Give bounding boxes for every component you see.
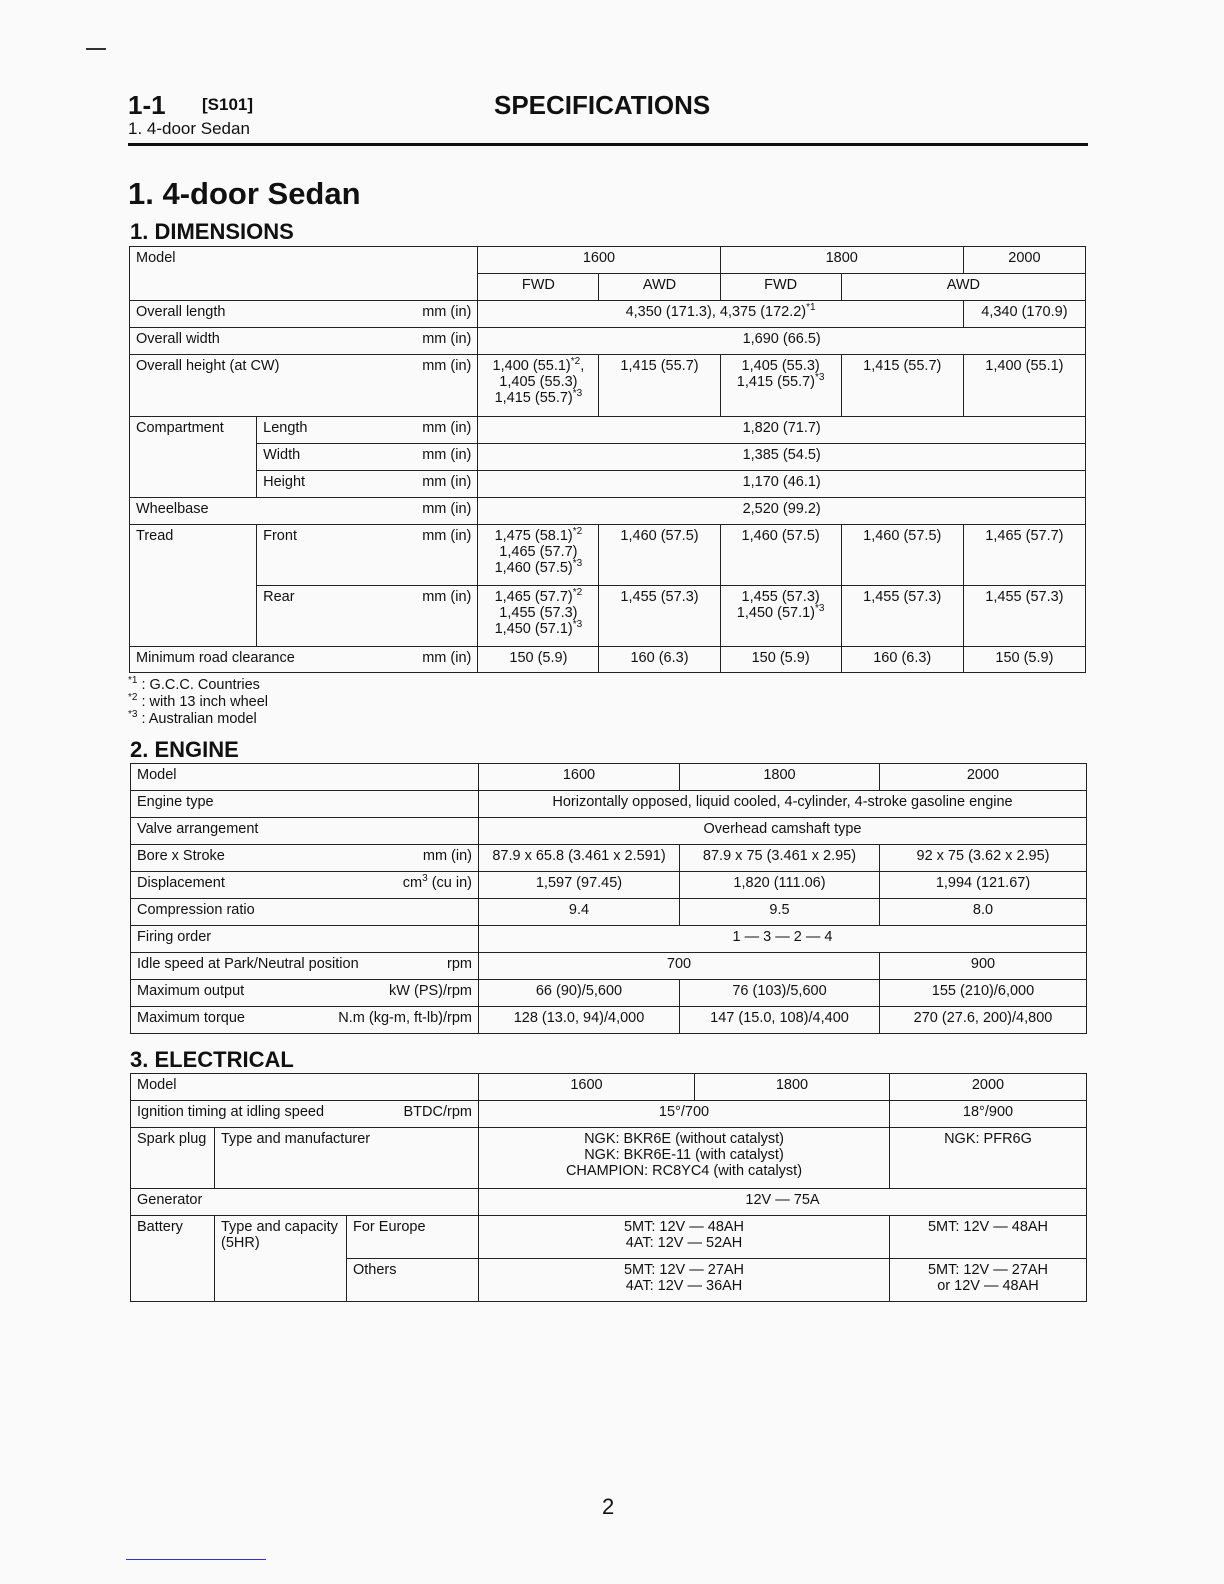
cell-line: 4AT: 12V — 52AH xyxy=(625,1235,743,1251)
model-2000: 2000 xyxy=(890,1074,1087,1101)
cell: 8.0 xyxy=(880,899,1087,926)
drive-awd: AWD xyxy=(599,274,720,301)
section-subtitle: 1. 4-door Sedan xyxy=(128,119,250,138)
cell: 900 xyxy=(880,953,1087,980)
table-row xyxy=(131,1216,1087,1259)
cell: 4,350 (171.3), 4,375 $(172.2)^{*1}$ xyxy=(478,301,963,328)
table-row xyxy=(131,818,1087,845)
unit: mm (in) xyxy=(422,331,472,347)
cell: 147 (15.0, 108)/4,400 xyxy=(680,1007,880,1034)
sub-label: Width xyxy=(263,447,301,463)
row-label: Battery xyxy=(131,1216,215,1302)
row-label: Displacement xyxy=(137,875,225,891)
model-2000: 2000 xyxy=(963,247,1085,274)
electrical-heading: 3. ELECTRICAL xyxy=(130,1047,294,1072)
cell: 9.5 xyxy=(680,899,880,926)
unit: mm (in) xyxy=(422,501,472,517)
unit: mm (in) xyxy=(422,420,472,436)
row-label: Idle speed at Park/Neutral position xyxy=(137,956,359,972)
row-label: Valve arrangement xyxy=(131,818,479,845)
cell: 66 (90)/5,600 xyxy=(479,980,680,1007)
table-row xyxy=(131,764,1087,791)
table-row xyxy=(131,872,1087,899)
cell: 150 (5.9) xyxy=(478,647,599,673)
cell: NGK: PFR6G xyxy=(890,1128,1087,1189)
cell: 12V — 75A xyxy=(479,1189,1087,1216)
row-label: Compartment xyxy=(130,417,257,498)
table-row xyxy=(131,845,1087,872)
cell-line: 1,415 $(55.7)^{*3}$ xyxy=(736,372,825,390)
dimensions-heading: 1. DIMENSIONS xyxy=(130,219,294,244)
unit: N.m (kg-m, ft-lb)/rpm xyxy=(338,1010,472,1026)
sub-label: For Europe xyxy=(347,1216,479,1259)
row-label: Ignition timing at idling speed xyxy=(137,1104,325,1120)
row-label: Compression ratio xyxy=(131,899,479,926)
unit: mm (in) xyxy=(422,474,472,490)
cell: Horizontally opposed, liquid cooled, 4-cylinder, 4-stroke gasoline engine xyxy=(479,791,1087,818)
cell-line: 1,405 (55.3) xyxy=(499,374,578,390)
unit: mm (in) xyxy=(422,447,472,463)
table-row xyxy=(131,899,1087,926)
row-label: Model xyxy=(131,1074,479,1101)
cell: 700 xyxy=(479,953,880,980)
cell: 1,385 (54.5) xyxy=(478,444,1086,471)
sub-label: Front xyxy=(263,528,297,544)
unit: mm (in) xyxy=(422,528,472,544)
model-1800: 1800 xyxy=(695,1074,890,1101)
table-row xyxy=(130,247,1086,274)
cell: 1,455 (57.3) xyxy=(963,586,1085,647)
table-row xyxy=(130,647,1086,673)
row-label: Model xyxy=(131,764,479,791)
cell: 1800 xyxy=(680,764,880,791)
cell: 2,520 (99.2) xyxy=(478,498,1086,525)
row-label: Overall height (at CW) xyxy=(136,358,280,374)
cell-line: 1,460 $(57.5)^{*3}$ xyxy=(494,558,583,576)
row-label: Bore x Stroke xyxy=(137,848,225,864)
cell: 5MT: 12V — 48AH xyxy=(890,1216,1087,1259)
cell-line: 1,450 $(57.1)^{*3}$ xyxy=(494,619,583,637)
cell-line: 1,465 (57.7) xyxy=(499,544,578,560)
page-title: 1. 4-door Sedan xyxy=(128,176,361,211)
model-1800: 1800 xyxy=(720,247,963,274)
row-label: Minimum road clearance xyxy=(136,650,295,666)
electrical-table xyxy=(130,1073,1087,1302)
corner-mark xyxy=(86,48,106,50)
table-row xyxy=(131,1074,1087,1101)
cell: 1,460 (57.5) xyxy=(841,525,963,586)
cell: 1,690 (66.5) xyxy=(478,328,1086,355)
cell: 1,460 (57.5) xyxy=(720,525,841,586)
cell-line: 1,405 (55.3) xyxy=(741,358,820,374)
cell: 76 (103)/5,600 xyxy=(680,980,880,1007)
unit: mm (in) xyxy=(422,358,472,374)
cell: 92 x 75 (3.62 x 2.95) xyxy=(880,845,1087,872)
unit: mm (in) xyxy=(422,848,472,864)
cell: 270 (27.6, 200)/4,800 xyxy=(880,1007,1087,1034)
cell: 128 (13.0, 94)/4,000 xyxy=(479,1007,680,1034)
cell: 1,465 (57.7) xyxy=(963,525,1085,586)
sub-label: Length xyxy=(263,420,308,436)
cell: 2000 xyxy=(880,764,1087,791)
page-number: 2 xyxy=(602,1494,615,1519)
row-label: Overall length xyxy=(136,304,226,320)
table-row xyxy=(130,525,1086,586)
table-row xyxy=(130,471,1086,498)
drive-fwd: FWD xyxy=(478,274,599,301)
table-row xyxy=(130,328,1086,355)
row-label: Tread xyxy=(130,525,257,647)
table-row xyxy=(130,417,1086,444)
section-number: 1-1 xyxy=(128,90,166,120)
cell: 1,415 (55.7) xyxy=(599,355,720,417)
unit: mm (in) xyxy=(422,650,472,666)
table-row xyxy=(130,355,1086,417)
cell: 4,340 (170.9) xyxy=(963,301,1085,328)
cell: 15°/700 xyxy=(479,1101,890,1128)
cell-line: 4AT: 12V — 36AH xyxy=(625,1278,743,1294)
footnote: $^{*2}$ : with 13 inch wheel xyxy=(128,692,269,710)
cell: 1,455 (57.3) xyxy=(841,586,963,647)
engine-table xyxy=(130,763,1087,1034)
cell-line: 5MT: 12V — 27AH xyxy=(927,1262,1049,1278)
table-row xyxy=(131,1007,1087,1034)
drive-awd: AWD xyxy=(841,274,1085,301)
dimensions-table xyxy=(129,246,1086,673)
cell: 18°/900 xyxy=(890,1101,1087,1128)
cell: 1,820 (111.06) xyxy=(680,872,880,899)
row-label: Firing order xyxy=(131,926,479,953)
cell: 1,455 (57.3) xyxy=(599,586,720,647)
sub-label: Type and capacity (5HR) xyxy=(215,1216,347,1302)
cell: Overhead camshaft type xyxy=(479,818,1087,845)
cell-line: 1,450 $(57.1)^{*3}$ xyxy=(736,603,825,621)
cell: 1,415 (55.7) xyxy=(841,355,963,417)
row-label: Overall width xyxy=(136,331,220,347)
row-label: Maximum output xyxy=(137,983,245,999)
sub-label: Rear xyxy=(263,589,295,605)
model-label: Model xyxy=(130,247,478,301)
cell: 1,170 (46.1) xyxy=(478,471,1086,498)
table-row xyxy=(130,498,1086,525)
unit: mm (in) xyxy=(422,304,472,320)
cell: 1600 xyxy=(479,764,680,791)
sub-label: Type and manufacturer xyxy=(215,1128,479,1189)
cell-line: 1,400 $(55.1)^{*2}$, xyxy=(492,356,585,374)
cell-line: 1,415 $(55.7)^{*3}$ xyxy=(494,388,583,406)
unit: kW (PS)/rpm xyxy=(389,983,472,999)
table-row xyxy=(130,586,1086,647)
sub-label: Others xyxy=(347,1259,479,1302)
table-row xyxy=(131,1101,1087,1128)
table-row xyxy=(131,980,1087,1007)
engine-heading: 2. ENGINE xyxy=(130,737,239,762)
cell-line: NGK: BKR6E-11 (with catalyst) xyxy=(584,1147,784,1163)
cell-line: or 12V — 48AH xyxy=(937,1278,1039,1294)
model-1600: 1600 xyxy=(478,247,720,274)
footnote: $^{*3}$ : Australian model xyxy=(128,709,257,727)
cell: 1,820 (71.7) xyxy=(478,417,1086,444)
row-label: Engine type xyxy=(131,791,479,818)
table-row xyxy=(131,953,1087,980)
table-row xyxy=(130,444,1086,471)
table-row xyxy=(130,301,1086,328)
cell: 9.4 xyxy=(479,899,680,926)
footnote: $^{*1}$ : G.C.C. Countries xyxy=(128,675,260,693)
cell-line: 1,465 $(57.7)^{*2}$ xyxy=(494,587,583,605)
cell: 160 (6.3) xyxy=(599,647,720,673)
unit: mm (in) xyxy=(422,589,472,605)
unit: rpm xyxy=(447,956,472,972)
cell: 155 (210)/6,000 xyxy=(880,980,1087,1007)
row-label: Spark plug xyxy=(131,1128,215,1189)
table-row xyxy=(131,791,1087,818)
cell: 1,994 (121.67) xyxy=(880,872,1087,899)
cell: 1,597 (97.45) xyxy=(479,872,680,899)
drive-fwd: FWD xyxy=(720,274,841,301)
table-row xyxy=(131,1189,1087,1216)
cell: 160 (6.3) xyxy=(841,647,963,673)
cell: 150 (5.9) xyxy=(963,647,1085,673)
cell-line: 1,455 (57.3) xyxy=(499,605,578,621)
cell: 1,460 (57.5) xyxy=(599,525,720,586)
unit: $cm^3$ (cu in) xyxy=(402,873,472,891)
bottom-link-line xyxy=(126,1559,266,1560)
cell-line: 1,455 (57.3) xyxy=(741,589,820,605)
cell: 1 — 3 — 2 — 4 xyxy=(479,926,1087,953)
table-row xyxy=(131,1128,1087,1189)
table-row xyxy=(131,926,1087,953)
cell-line: CHAMPION: RC8YC4 (with catalyst) xyxy=(565,1163,803,1179)
cell: 87.9 x 75 (3.461 x 2.95) xyxy=(680,845,880,872)
cell-line: 5MT: 12V — 48AH xyxy=(623,1219,745,1235)
cell-line: 5MT: 12V — 27AH xyxy=(623,1262,745,1278)
row-label: Wheelbase xyxy=(136,501,209,517)
header-rule xyxy=(128,143,1088,146)
cell-line: NGK: BKR6E (without catalyst) xyxy=(584,1131,784,1147)
cell: 150 (5.9) xyxy=(720,647,841,673)
model-1600: 1600 xyxy=(479,1074,695,1101)
page-header-title: SPECIFICATIONS xyxy=(494,90,711,120)
cell: 87.9 x 65.8 (3.461 x 2.591) xyxy=(479,845,680,872)
section-code: [S101] xyxy=(202,95,254,114)
cell-line: 1,475 $(58.1)^{*2}$ xyxy=(494,526,583,544)
unit: BTDC/rpm xyxy=(403,1104,472,1120)
cell: 1,400 (55.1) xyxy=(963,355,1085,417)
sub-label: Height xyxy=(263,474,306,490)
row-label: Maximum torque xyxy=(137,1010,245,1026)
row-label: Generator xyxy=(131,1189,479,1216)
